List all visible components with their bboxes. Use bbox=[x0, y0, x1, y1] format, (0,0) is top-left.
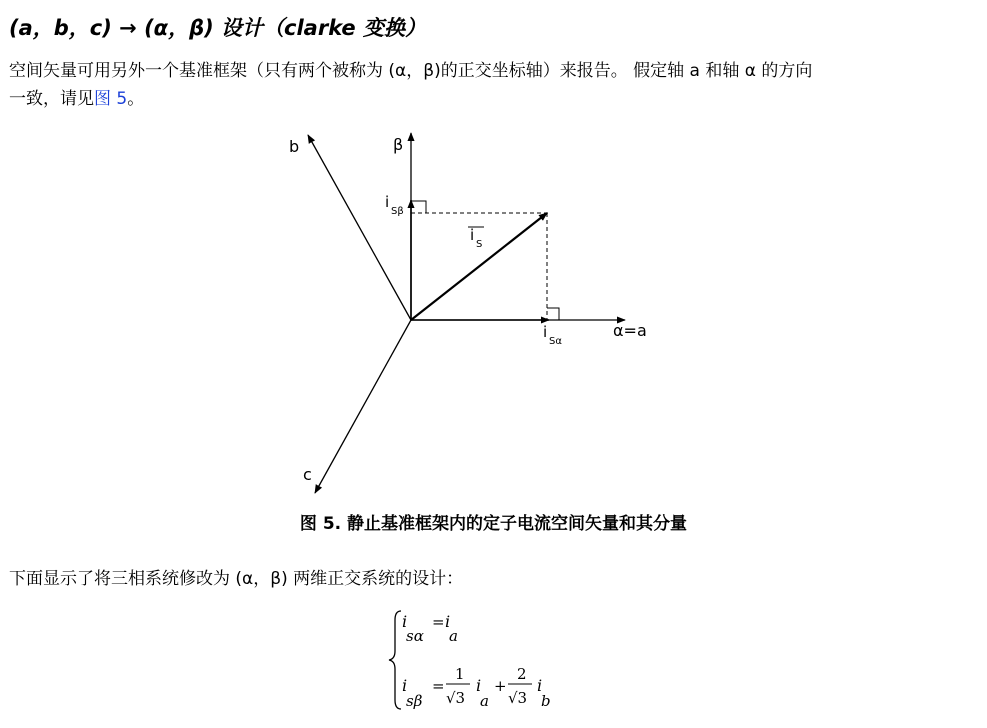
right-angle-marker-beta bbox=[411, 201, 426, 213]
i-salpha-label: i bbox=[543, 323, 548, 341]
i-sbeta-subscript: Sβ bbox=[391, 206, 404, 217]
eq2-frac1-denominator: √3 bbox=[446, 689, 466, 707]
eq2-term1: i bbox=[476, 676, 482, 695]
equation-brace bbox=[389, 611, 401, 709]
eq1-equals: = bbox=[432, 613, 445, 631]
eq1-rhs-sub: a bbox=[449, 627, 458, 645]
i-salpha-subscript: Sα bbox=[549, 336, 562, 347]
eq2-plus: + bbox=[494, 677, 507, 695]
axis-label-alpha: α=a bbox=[613, 321, 647, 340]
axis-label-beta: β bbox=[393, 135, 404, 154]
caption-prefix: 图 bbox=[299, 514, 323, 534]
axis-label-c: c bbox=[303, 465, 312, 484]
eq1-lhs-sub: sα bbox=[406, 627, 424, 645]
eq2-term2-sub: b bbox=[541, 692, 551, 710]
eq2-equals: = bbox=[432, 677, 445, 695]
eq2-term1-sub: a bbox=[480, 692, 489, 710]
i-s-subscript: S bbox=[476, 239, 483, 250]
eq2-lhs: i bbox=[402, 676, 408, 695]
intro-line-1: 空间矢量可用另外一个基准框架（只有两个被称为 (α，β)的正交坐标轴）来报告。 假定轴 a 和轴 α 的方向 bbox=[9, 61, 813, 81]
eq1-rhs: i bbox=[445, 612, 451, 631]
eq2-frac1-numerator: 1 bbox=[455, 665, 465, 683]
caption-number: 5. bbox=[322, 514, 342, 534]
axis-label-b: b bbox=[289, 137, 300, 156]
eq2-frac2-numerator: 2 bbox=[517, 665, 527, 683]
eq2-term2: i bbox=[537, 676, 543, 695]
eq2-frac2-denominator: √3 bbox=[508, 689, 528, 707]
eq1-lhs: i bbox=[402, 612, 408, 631]
b-axis bbox=[308, 135, 411, 320]
figure-5-link[interactable]: 图 5 bbox=[94, 89, 128, 109]
intro-line-2-prefix: 一致，请见 bbox=[9, 89, 94, 109]
eq2-lhs-sub: sβ bbox=[406, 692, 423, 710]
intro-line-2-suffix: 。 bbox=[127, 89, 145, 109]
c-axis bbox=[315, 320, 411, 493]
right-angle-marker-alpha bbox=[547, 308, 559, 320]
figure-caption bbox=[0, 509, 987, 534]
section-heading: (a，b，c) → (α，β) 设计（clarke 变换） bbox=[9, 16, 426, 40]
i-sbeta-label: i bbox=[385, 193, 390, 211]
stator-current-vector bbox=[411, 213, 547, 320]
i-s-label: i bbox=[470, 226, 475, 244]
caption-text: 静止基准框架内的定子电流空间矢量和其分量 bbox=[341, 514, 688, 534]
section2-text: 下面显示了将三相系统修改为 (α，β) 两维正交系统的设计： bbox=[9, 569, 464, 589]
